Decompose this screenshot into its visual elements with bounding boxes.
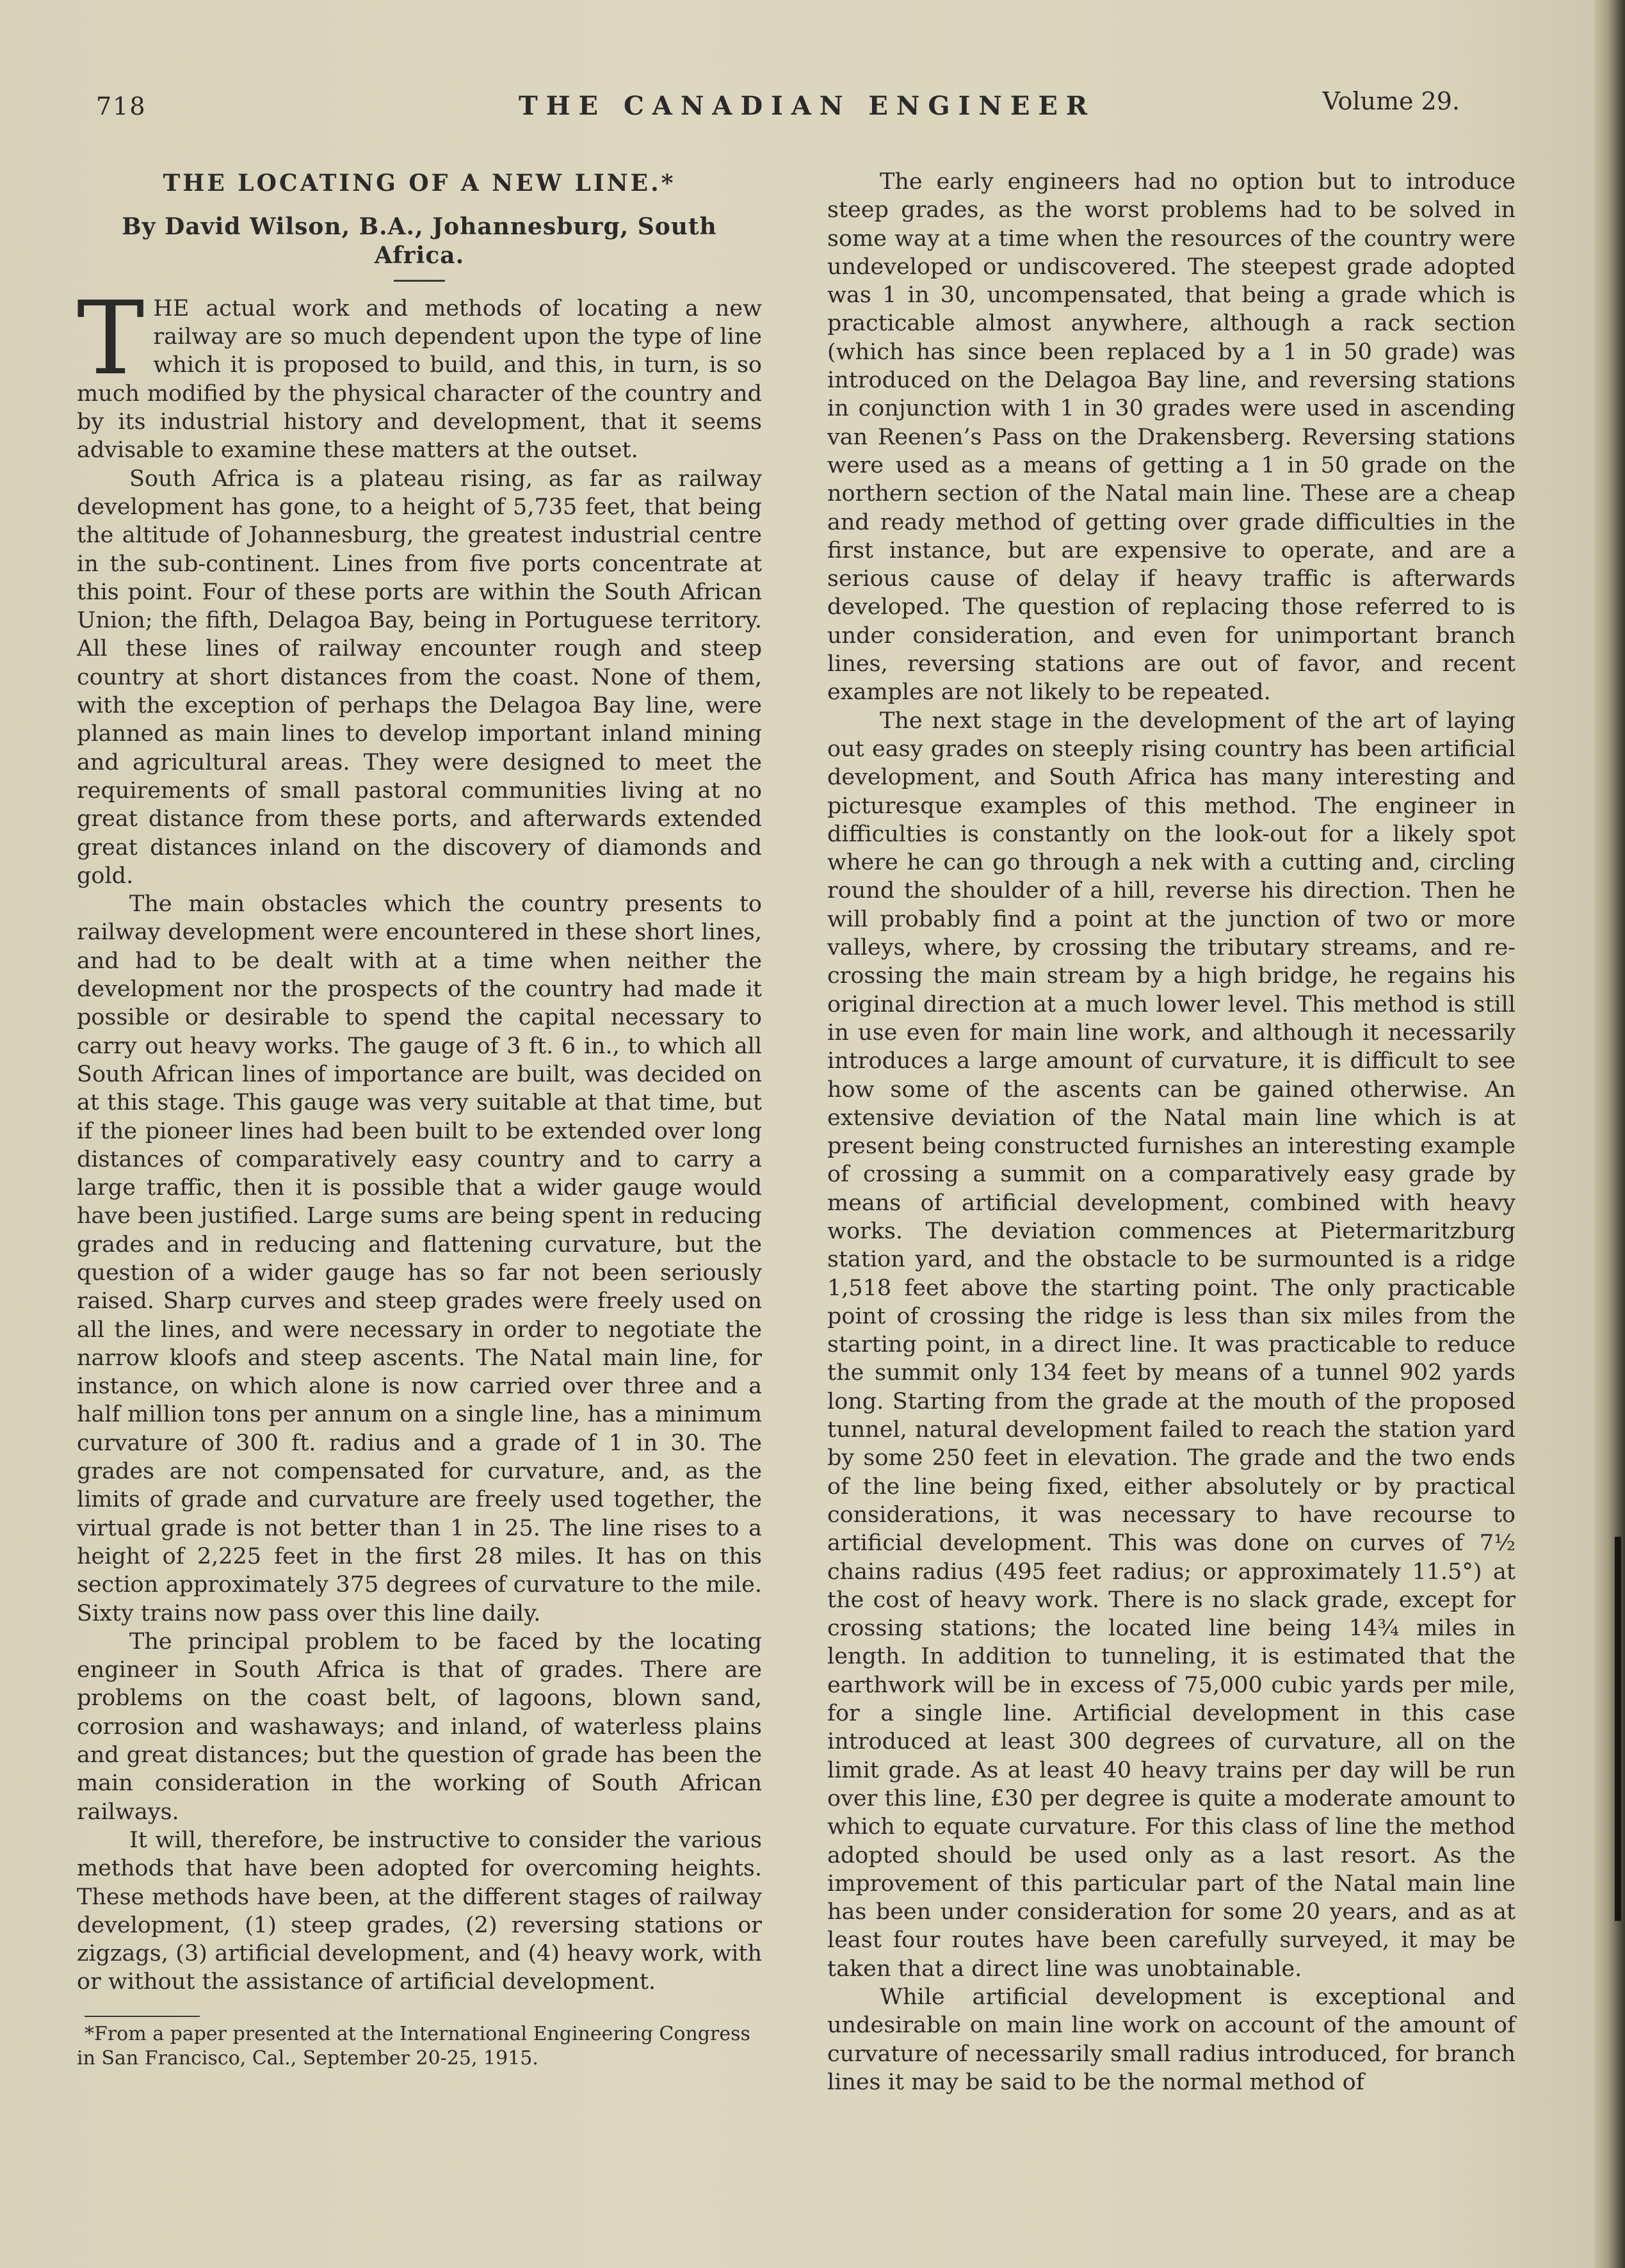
book-gutter (1594, 0, 1625, 2268)
drop-cap: T (77, 279, 145, 398)
article-byline: By David Wilson, B.A., Johannesburg, South Africa. (122, 213, 717, 269)
title-rule (394, 280, 445, 282)
spine-shadow (1615, 1537, 1621, 1921)
volume-label: Volume 29. (1322, 87, 1460, 115)
journal-title: THE CANADIAN ENGINEER (519, 91, 1096, 121)
paragraph: South Africa is a plateau rising, as far as railway development has gone, to a height of 5,735 feet, that being the altitude of Johannesburg, the greatest industrial centre in the sub-continent. Lines from five ports concentrate at this point. Four of these ports are within the South African Union; the fifth, Delagoa Bay, being in Portuguese territory. All these lines of railway encounter rough and steep country at short distances from the coast. None of them, with the exception of perhaps the Delagoa Bay line, were planned as main lines to develop important inland mining and agricultural areas. They were designed to meet the requirements of small pastoral communities living at no great distance from these ports, and afterwards extended great distances inland on the discovery of diamonds and gold. (77, 466, 762, 889)
left-column (77, 168, 762, 2071)
paragraph: It will, therefore, be instructive to consider the various methods that have been adopted for overcoming heights. These methods have been, at the different stages of railway development, (1) steep grades, (2) reversing stations or zigzags, (3) artificial development, and (4) heavy work, with or without the assistance of artificial development. (77, 1827, 762, 1995)
page-header (96, 82, 1460, 120)
article-title: THE LOCATING OF A NEW LINE.* (163, 170, 676, 197)
footnote: *From a paper presented at the International Engineering Congress in San Francisco, Cal., September 20-25, 1915. (77, 2022, 750, 2070)
right-column (827, 168, 1516, 2096)
paragraph: The main obstacles which the country presents to railway development were encountered in these short lines, and had to be dealt with at a time when neither the development nor the prospects of the country had made it possible or desirable to spend the capital necessary to carry out heavy works. The gauge of 3 ft. 6 in., to which all South African lines of importance are built, was decided on at this stage. This gauge was very suitable at that time, but if the pioneer lines had been built to be extended over long distances of comparatively easy country and to carry a large traffic, then it is possible that a wider gauge would have been justified. Large sums are being spent in reducing grades and in reducing and flattening curvature, but the question of a wider gauge has so far not been seriously raised. Sharp curves and steep grades were freely used on all the lines, and were necessary in order to negotiate the narrow kloofs and steep ascents. The Natal main line, for instance, on which alone is now carried over three and a half million tons per annum on a single line, has a minimum curvature of 300 ft. radius and a grade of 1 in 30. The grades are not compensated for curvature, and, as the limits of grade and curvature are freely used together, the virtual grade is not better than 1 in 25. The line rises to a height of 2,225 feet in the first 28 miles. It has on this section approximately 375 degrees of curvature to the mile. Sixty trains now pass over this line daily. (77, 891, 762, 1626)
paragraph-text: HE actual work and methods of locating a new railway are so much dependent upon the type of line which it is proposed to build, and this, in turn, is so much modified by the physical character of the country and by its industrial history and development, that it seems advisable to examine these matters at the outset. (77, 295, 762, 464)
paragraph: The principal problem to be faced by the locating engineer in South Africa is that of grades. There are problems on the coast belt, of lagoons, blown sand, corrosion and washaways; and inland, of waterless plains and great distances; but the question of grade has been the main consideration in the working of South African railways. (77, 1628, 762, 1825)
paragraph (77, 279, 762, 465)
page-number: 718 (96, 92, 147, 120)
paragraph: The next stage in the development of the art of laying out easy grades on steeply rising country has been artificial development, and South Africa has many interesting and picturesque examples of this method. The engineer in difficulties is constantly on the look-out for a likely spot where he can go through a nek with a cutting and, circling round the shoulder of a hill, reverse his direction. Then he will probably find a point at the junction of two or more valleys, where, by crossing the tributary streams, and re-crossing the main stream by a high bridge, he regains his original direction at a much lower level. This method is still in use even for main line work, and although it necessarily introduces a large amount of curvature, it is difficult to see how some of the ascents can be gained otherwise. An extensive deviation of the Natal main line which is at present being constructed furnishes an interesting example of crossing a summit on a comparatively easy grade by means of artificial development, combined with heavy works. The deviation commences at Pietermaritzburg station yard, and the obstacle to be surmounted is a ridge 1,518 feet above the starting point. The only practicable point of crossing the ridge is less than six miles from the starting point, in a direct line. It was practicable to reduce the summit only 134 feet by means of a tunnel 902 yards long. Starting from the grade at the mouth of the proposed tunnel, natural development failed to reach the station yard by some 250 feet in elevation. The grade and the two ends of the line being fixed, either absolutely or by practical considerations, it was necessary to have recourse to artificial development. This was done on curves of 7½ chains radius (495 feet radius; or approximately 11.5°) at the cost of heavy work. There is no slack grade, except for crossing stations; the located line being 14¾ miles in length. In addition to tunneling, it is estimated that the earthwork will be in excess of 75,000 cubic yards per mile, for a single line. Artificial development in this case introduced at least 300 degrees of curvature, all on the limit grade. As at least 40 heavy trains per day will be run over this line, £30 per degree is quite a moderate amount to which to equate curvature. For this class of line the method adopted should be used only as a last resort. As the improvement of this particular part of the Natal main line has been under consideration for some 20 years, and as at least four routes have been carefully surveyed, it may be taken that a direct line was unobtainable. (827, 708, 1516, 1982)
paragraph: While artificial development is exceptional and undesirable on main line work on account of the amount of curvature of necessarily small radius introduced, for branch lines it may be said to be the normal method of (827, 1984, 1516, 2095)
footnote-rule (85, 2016, 200, 2017)
paragraph: The early engineers had no option but to introduce steep grades, as the worst problems had to be solved in some way at a time when the resources of the country were undeveloped or undiscovered. The steepest grade adopted was 1 in 30, uncompensated, that being a grade which is practicable almost anywhere, although a rack section (which has since been replaced by a 1 in 50 grade) was introduced on the Delagoa Bay line, and reversing stations in conjunction with 1 in 30 grades were used in ascending van Reenen’s Pass on the Drakensberg. Reversing stations were used as a means of getting a 1 in 50 grade on the northern section of the Natal main line. These are a cheap and ready method of getting over grade difficulties in the first instance, but are expensive to operate, and are a serious cause of delay if heavy traffic is afterwards developed. The question of replacing those referred to is under consideration, and even for unimportant branch lines, reversing stations are out of favor, and recent examples are not likely to be repeated. (827, 169, 1516, 706)
